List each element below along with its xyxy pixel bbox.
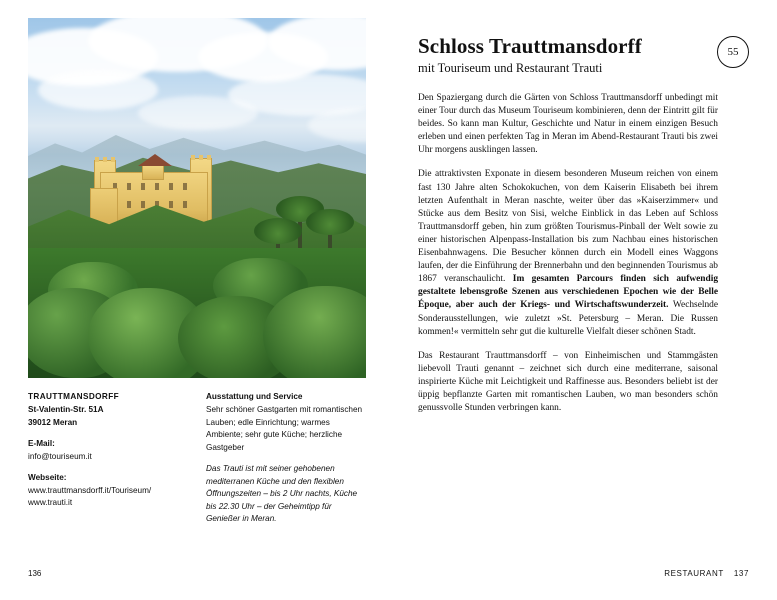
venue-name: TRAUTTMANSDORFF — [28, 392, 120, 401]
contact-column — [28, 392, 188, 526]
photo-canvas — [28, 18, 366, 378]
features-column — [206, 392, 366, 526]
castle-turret — [142, 164, 164, 180]
features-text: Sehr schöner Gastgarten mit romantischen Lauben; edle Einrichtung; warmes Ambiente; sehr gute Küche; herzliche Gastgeber — [206, 405, 363, 452]
schloss-trauttmansdorff-photo — [28, 18, 366, 378]
cloud-decoration — [138, 96, 258, 130]
paragraph-2-tail: Wechselnde Sonderausstellungen, wie zuletzt »St. Petersburg – Meran. Die Russen kommen!« vermitteln sehr gut die kulturelle Vielfalt dieser schönen Stadt. — [418, 300, 718, 337]
venue-city: 39012 Meran — [28, 417, 78, 427]
paragraph-3: Das Restaurant Trauttmansdorff – von Einheimischen und Stammgästen liebevoll Trauti genannt – zeichnet sich durch eine mediterrane, saisonal inspirierte Küche mit Leichtigkeit und Raffinesse aus. Besonders beliebt ist der üppig bepflanzte Garten mit romantischen Lauben, wo man besonders schön genussvolle Stunden verbringen kann. — [418, 350, 718, 414]
left-page — [0, 0, 388, 600]
right-page — [388, 0, 777, 600]
email-label: E-Mail: — [28, 439, 55, 448]
info-columns — [28, 392, 366, 526]
section-label: RESTAURANT — [664, 569, 724, 578]
venue-street: St-Valentin-Str. 51A — [28, 405, 104, 414]
page-number-left: 136 — [28, 569, 42, 578]
features-note: Das Trauti ist mit seiner gehobenen mediterranen Küche und den flexiblen Öffnungszeiten – bis 2 Uhr nachts, Küche bis 22.30 Uhr – der Geheimtipp für Genießer in Meran. — [206, 464, 358, 523]
paragraph-2-lead: Die attraktivsten Exponate in diesem besonderen Museum reichen von einem fast 130 Jahre alten Schokokuchen, von dem Kaiserin Elisabeth bei ihrem letzten Aufenthalt in Meran naschte, weiter über das »Kaiserzimmer« und Stücke aus dem Besitz von Sisi, welche Einblick in das Leben auf Schloss Trauttmansdorff geben, hin zum größten Tourismus-Pinball der Welt sowie zu einer historischen Alpenpass-Installation bis zum Nachbau eines historischen Eisenbahnwagens. Die Besucher können durch ein Modell eines Waggons laufen, der die Einführung der Brennerbahn und den beginnenden Tourismus ab 1867 veranschaulicht. — [418, 169, 718, 285]
cloud-decoration — [38, 70, 158, 110]
website-value-2[interactable]: www.trauti.it — [28, 498, 73, 507]
paragraph-2 — [418, 168, 718, 338]
website-value-1[interactable]: www.trauttmansdorff.it/Touriseum/ — [28, 485, 152, 495]
page-footer-right — [664, 569, 749, 578]
email-value[interactable]: info@touriseum.it — [28, 451, 92, 461]
page-title: Schloss Trauttmansdorff — [418, 34, 642, 58]
website-label: Webseite: — [28, 473, 67, 482]
paragraph-1: Den Spaziergang durch die Gärten von Schloss Trauttmansdorff unbedingt mit einer Tour durch das Museum Touriseum kombinieren, denn der Eintritt gilt für beides. So kann man Kultur, Geschichte und Natur in einem einzigen Besuch erleben und einen perfekten Tag in Meran im Abend-Restaurant Trauti bis zwei Uhr morgens ausklingen lassen. — [418, 93, 718, 156]
paragraph-2-bold: Im gesamten Parcours finden sich aufwendig gestaltete lebensgroße Szenen aus verschiedenen Epochen wie der Belle Époque, aber auch der Kriegs- und Wirtschaftswunderzeit. — [418, 274, 719, 311]
article-body — [418, 34, 718, 426]
page-subtitle: mit Touriseum und Restaurant Trauti — [418, 61, 603, 75]
page-number-right: 137 — [733, 569, 749, 578]
features-heading: Ausstattung und Service — [206, 392, 303, 401]
chapter-number-badge: 55 — [717, 36, 749, 68]
